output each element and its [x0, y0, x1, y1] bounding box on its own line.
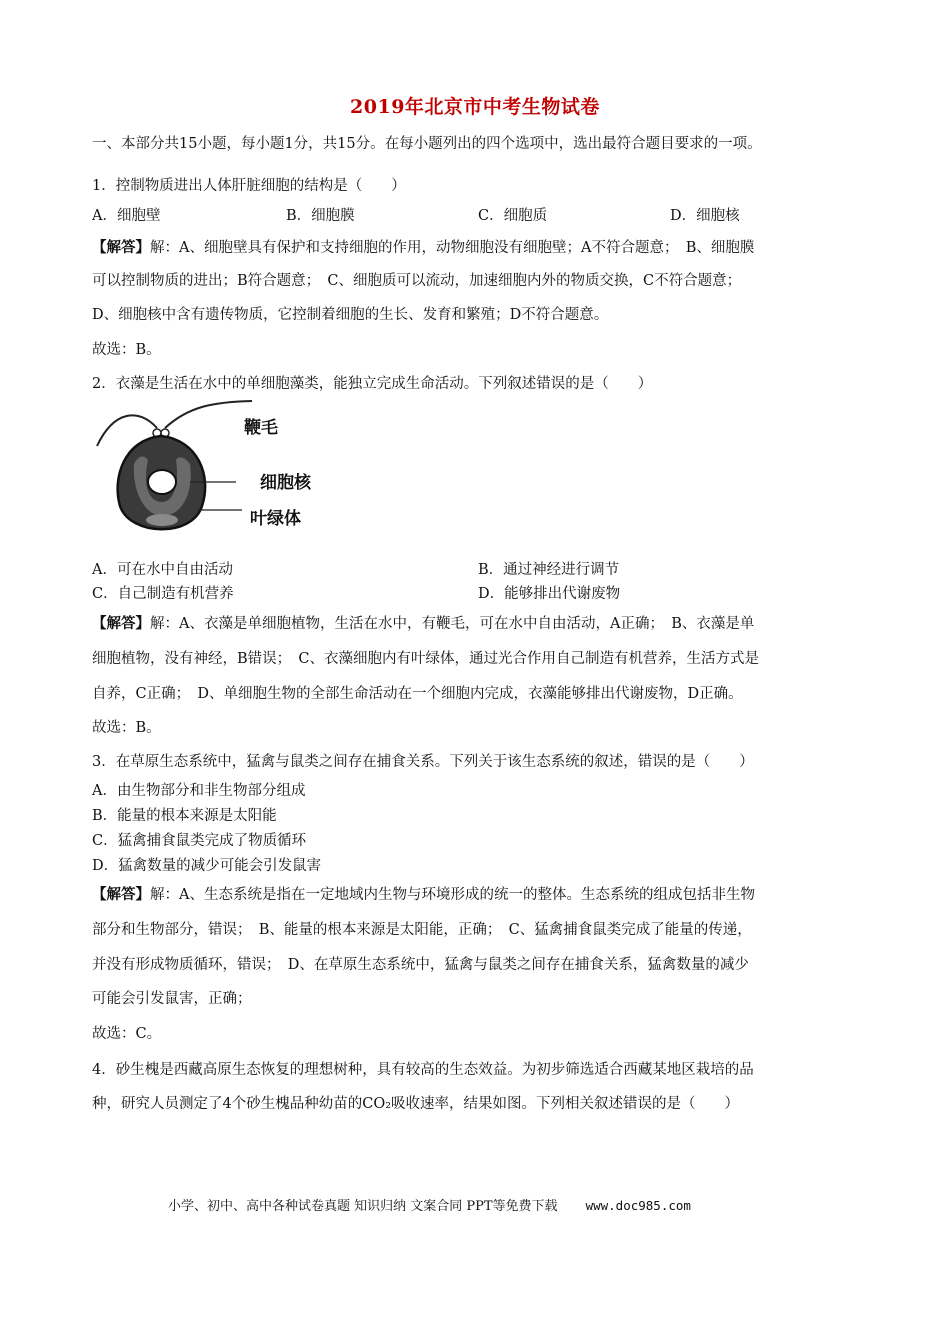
- q3-answer-line-3: 并没有形成物质循环，错误； D、在草原生态系统中，猛禽与鼠类之间存在捕食关系，猛禽数量的减少: [92, 957, 749, 973]
- q2-answer-line-3: 自养，C正确； D、单细胞生物的全部生命活动在一个细胞内完成，衣藻能够排出代谢废物，D正确。: [92, 686, 743, 702]
- q3-option-b: B．能量的根本来源是太阳能: [92, 808, 277, 824]
- q3-choice: 故选：C。: [92, 1026, 162, 1042]
- chlamydomonas-figure: [94, 398, 334, 548]
- answer-tag: 【解答】: [92, 615, 150, 632]
- q2-option-d: D．能够排出代谢废物: [478, 586, 621, 602]
- q3-option-c: C．猛禽捕食鼠类完成了物质循环: [92, 833, 307, 849]
- q1-answer-line-2: 可以控制物质的进出；B符合题意； C、细胞质可以流动，加速细胞内外的物质交换，C不符合题意；: [92, 273, 742, 289]
- figure-label-flagellum: 鞭毛: [244, 418, 278, 438]
- footer-text: 小学、初中、高中各种试卷真题 知识归纳 文案合同 PPT等免费下载: [168, 1199, 558, 1214]
- q2-answer-line-2: 细胞植物，没有神经，B错误； C、衣藻细胞内有叶绿体，通过光合作用自己制造有机营养，生活方式是: [92, 651, 759, 667]
- q2-choice: 故选：B。: [92, 720, 161, 736]
- q3-answer-line-1: 【解答】解：A、生态系统是指在一定地域内生物与环境形成的统一的整体。生态系统的组成包括非生物: [92, 886, 755, 903]
- answer-tag: 【解答】: [92, 239, 150, 256]
- q2-option-a: A．可在水中自由活动: [92, 562, 233, 578]
- section-intro: 一、本部分共15小题，每小题1分，共15分。在每小题列出的四个选项中，选出最符合题目要求的一项。: [92, 136, 762, 152]
- q2-stem: 2．衣藻是生活在水中的单细胞藻类，能独立完成生命活动。下列叙述错误的是（ ）: [92, 376, 653, 392]
- q3-option-a: A．由生物部分和非生物部分组成: [92, 783, 306, 799]
- footer-url[interactable]: www.doc985.com: [585, 1198, 691, 1213]
- q1-stem: 1．控制物质进出人体肝脏细胞的结构是（ ）: [92, 178, 406, 194]
- q3-option-d: D．猛禽数量的减少可能会引发鼠害: [92, 858, 322, 874]
- q1-option-d: D．细胞核: [670, 208, 740, 224]
- page-footer: [168, 1195, 691, 1214]
- q4-stem-line-1: 4．砂生槐是西藏高原生态恢复的理想树种，具有较高的生态效益。为初步筛选适合西藏某地区栽培的品: [92, 1062, 754, 1078]
- q3-answer-line-2: 部分和生物部分，错误； B、能量的根本来源是太阳能，正确； C、猛禽捕食鼠类完成了能量的传递，: [92, 922, 752, 938]
- q1-choice: 故选：B。: [92, 342, 161, 358]
- answer-tag: 【解答】: [92, 886, 150, 903]
- q2-option-b: B．通过神经进行调节: [478, 562, 620, 578]
- q2-answer-line-1: 【解答】解：A、衣藻是单细胞植物，生活在水中，有鞭毛，可在水中自由活动，A正确； B、衣藻是单: [92, 615, 755, 632]
- figure-label-nucleus: 细胞核: [260, 473, 311, 493]
- page-title: 2019年北京市中考生物试卷: [350, 96, 600, 118]
- q4-stem-line-2: 种，研究人员测定了4个砂生槐品种幼苗的CO₂吸收速率，结果如图。下列相关叙述错误的是（ ）: [92, 1096, 740, 1112]
- q1-answer-line-1: 【解答】解：A、细胞壁具有保护和支持细胞的作用，动物细胞没有细胞壁；A不符合题意； B、细胞膜: [92, 239, 755, 256]
- q1-option-c: C．细胞质: [478, 208, 548, 224]
- figure-label-chloroplast: 叶绿体: [250, 509, 301, 529]
- q3-answer-line-4: 可能会引发鼠害，正确；: [92, 991, 252, 1007]
- q3-stem: 3．在草原生态系统中，猛禽与鼠类之间存在捕食关系。下列关于该生态系统的叙述，错误的是（ ）: [92, 754, 754, 770]
- q1-option-a: A．细胞壁: [92, 208, 161, 224]
- q2-option-c: C．自己制造有机营养: [92, 586, 234, 602]
- q1-option-b: B．细胞膜: [286, 208, 355, 224]
- q1-answer-line-3: D、细胞核中含有遗传物质，它控制着细胞的生长、发育和繁殖；D不符合题意。: [92, 307, 609, 323]
